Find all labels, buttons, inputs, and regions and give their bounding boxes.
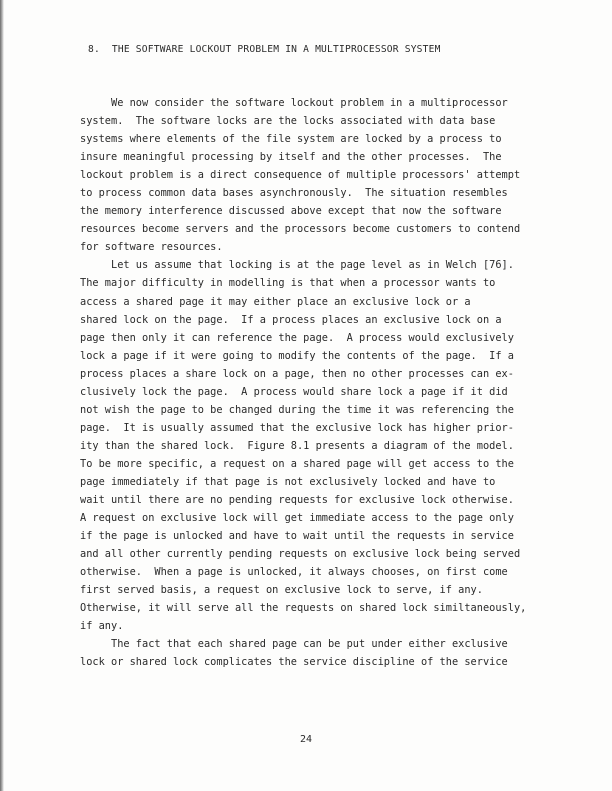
text-line: wait until there are no pending requests for exclusive lock otherwise. <box>80 494 514 507</box>
text-line: clusively lock the page. A process would share lock a page if it did <box>80 385 508 398</box>
text-line: lockout problem is a direct consequence of multiple processors' attempt <box>80 169 521 182</box>
text-line: Let us assume that locking is at the page level as in Welch [76]. <box>80 259 514 272</box>
text-line: and all other currently pending requests on exclusive lock being served <box>80 548 521 561</box>
text-line: page then only it can reference the page. A process would exclusively <box>80 331 514 344</box>
text-line: process places a share lock on a page, then no other processes can ex- <box>80 367 514 380</box>
text-line: for software resources. <box>80 241 223 254</box>
text-line: page immediately if that page is not exclusively locked and have to <box>80 475 496 488</box>
text-line: otherwise. When a page is unlocked, it always chooses, on first come <box>80 566 508 579</box>
text-line: To be more specific, a request on a shared page will get access to the <box>80 457 514 470</box>
text-line: page. It is usually assumed that the exclusive lock has higher prior- <box>80 421 514 434</box>
page-number: 24 <box>299 734 313 745</box>
text-line: The fact that each shared page can be put under either exclusive <box>80 638 508 651</box>
text-line: first served basis, a request on exclusive lock to serve, if any. <box>80 584 483 597</box>
text-line: if any. <box>80 620 124 633</box>
text-line: We now consider the software lockout problem in a multiprocessor <box>80 97 508 109</box>
text-line: shared lock on the page. If a process places an exclusive lock on a <box>80 313 502 326</box>
text-line: lock a page if it were going to modify the contents of the page. If a <box>80 349 514 362</box>
scan-edge <box>0 0 4 791</box>
text-line: The major difficulty in modelling is that when a processor wants to <box>80 277 496 290</box>
text-line: system. The software locks are the locks associated with data base <box>80 115 496 128</box>
section-heading: 8. THE SOFTWARE LOCKOUT PROBLEM IN A MULTIPROCESSOR SYSTEM <box>88 44 441 55</box>
text-line: to process common data bases asynchronously. The situation resembles <box>80 187 508 200</box>
text-line: resources become servers and the processors become customers to contend <box>80 223 521 236</box>
text-line: the memory interference discussed above except that now the software <box>80 205 502 218</box>
text-line: lock or shared lock complicates the service discipline of the service <box>80 656 508 669</box>
text-line: insure meaningful processing by itself and the other processes. The <box>80 151 502 164</box>
text-line: not wish the page to be changed during the time it was referencing the <box>80 403 514 416</box>
text-line: access a shared page it may either place an exclusive lock or a <box>80 295 471 308</box>
text-line: ity than the shared lock. Figure 8.1 presents a diagram of the model. <box>80 439 514 452</box>
text-line: if the page is unlocked and have to wait until the requests in service <box>80 530 514 543</box>
body-text <box>80 94 527 672</box>
text-line: A request on exclusive lock will get immediate access to the page only <box>80 512 514 525</box>
text-line: systems where elements of the file system are locked by a process to <box>80 133 502 146</box>
text-line: Otherwise, it will serve all the requests on shared lock similtaneously, <box>80 602 527 615</box>
